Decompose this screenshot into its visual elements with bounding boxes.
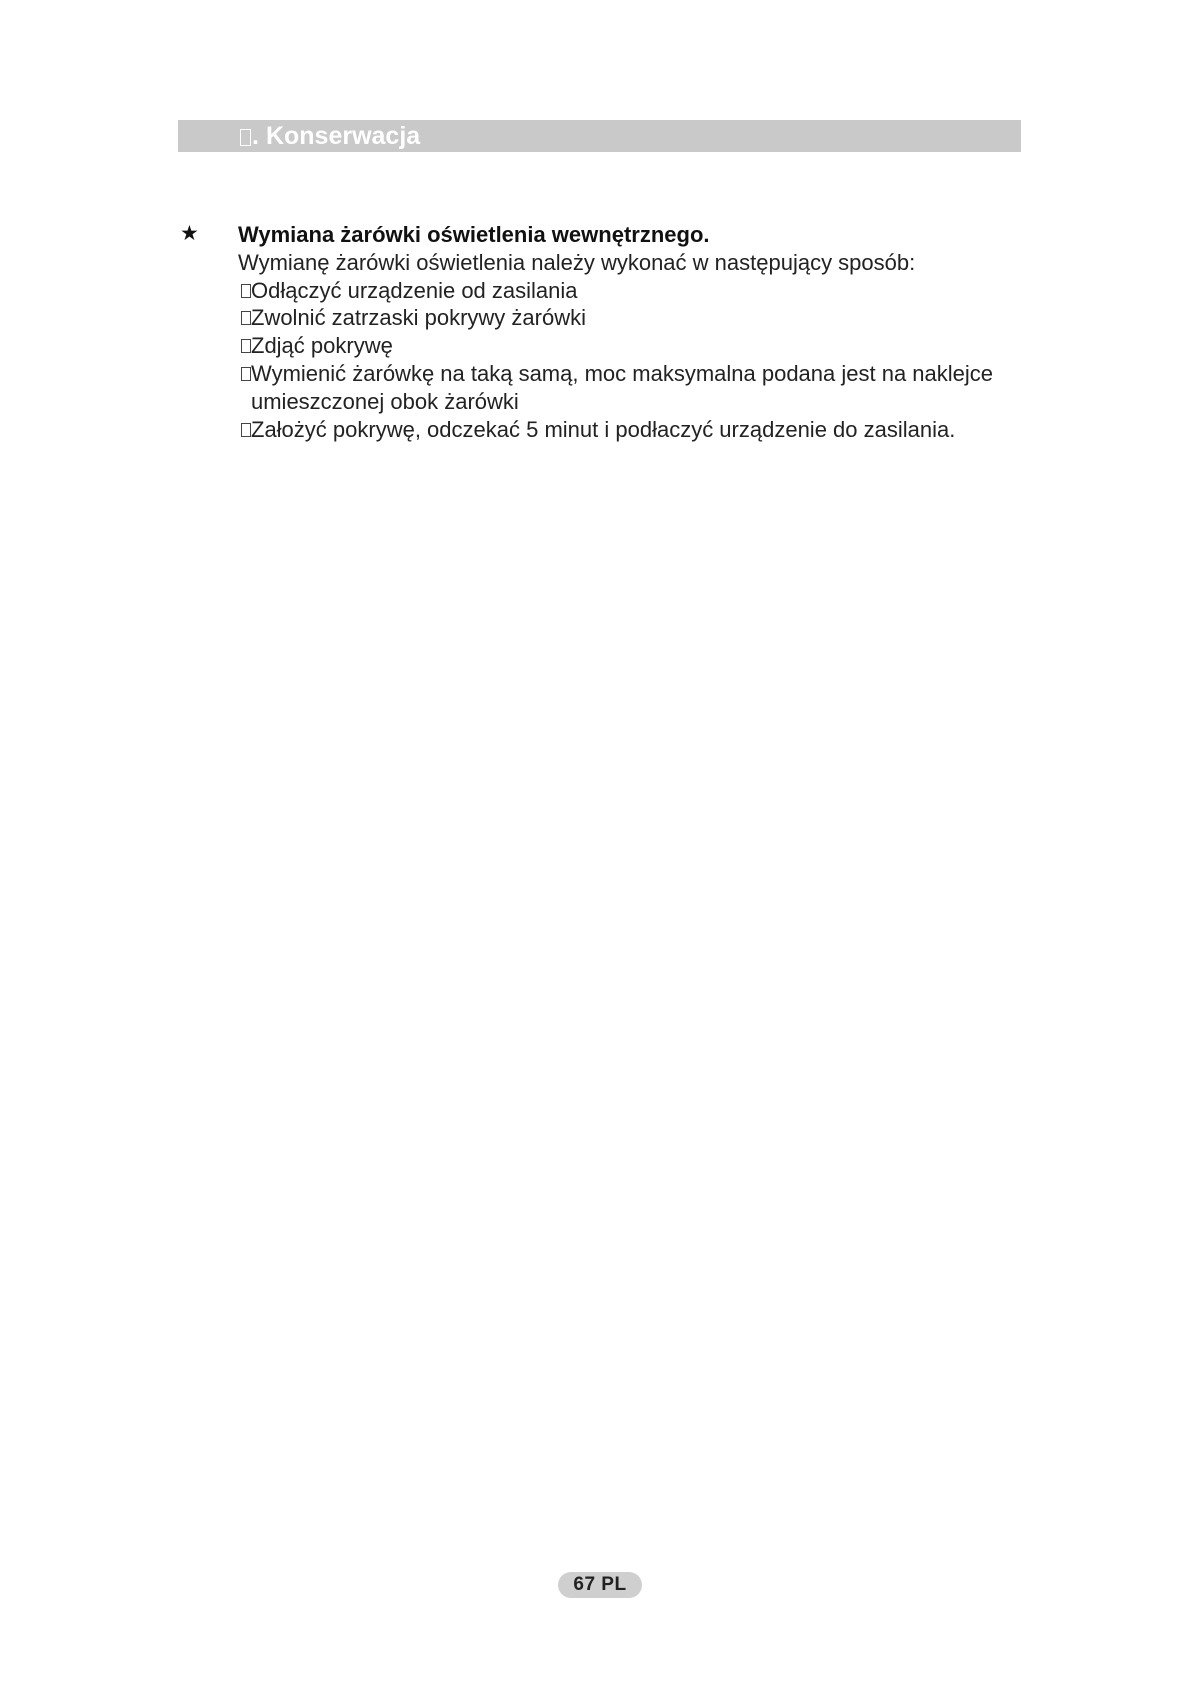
step-item	[238, 304, 1018, 332]
step-text: Wymienić żarówkę na taką samą, moc maksymalna podana jest na naklejce umieszczonej obok żarówki	[251, 360, 994, 414]
checkbox-glyph-icon	[241, 311, 251, 325]
section-title	[240, 121, 420, 151]
step-text: Odłączyć urządzenie od zasilania	[251, 277, 578, 303]
item-intro: Wymianę żarówki oświetlenia należy wykonać w następujący sposób:	[238, 249, 916, 275]
page-number-badge: 67 PL	[558, 1572, 642, 1598]
star-icon: ★	[180, 222, 199, 245]
step-text: Założyć pokrywę, odczekać 5 minut i podłaczyć urządzenie do zasilania.	[251, 416, 956, 442]
step-item	[238, 332, 1018, 360]
checkbox-glyph-icon	[241, 423, 251, 437]
section-header-bar	[178, 120, 1021, 152]
item-heading: Wymiana żarówki oświetlenia wewnętrznego.	[238, 222, 710, 247]
section-number: .	[252, 122, 259, 150]
step-item	[238, 360, 1018, 416]
missing-glyph-icon	[240, 129, 251, 146]
checkbox-glyph-icon	[241, 367, 251, 381]
maintenance-item	[238, 221, 1018, 443]
section-title-text: Konserwacja	[265, 122, 421, 150]
step-text: Zdjąć pokrywę	[251, 333, 393, 359]
checkbox-glyph-icon	[241, 339, 251, 353]
step-item	[238, 277, 1018, 305]
step-item	[238, 416, 1018, 444]
checkbox-glyph-icon	[241, 284, 251, 298]
step-text: Zwolnić zatrzaski pokrywy żarówki	[251, 305, 586, 331]
